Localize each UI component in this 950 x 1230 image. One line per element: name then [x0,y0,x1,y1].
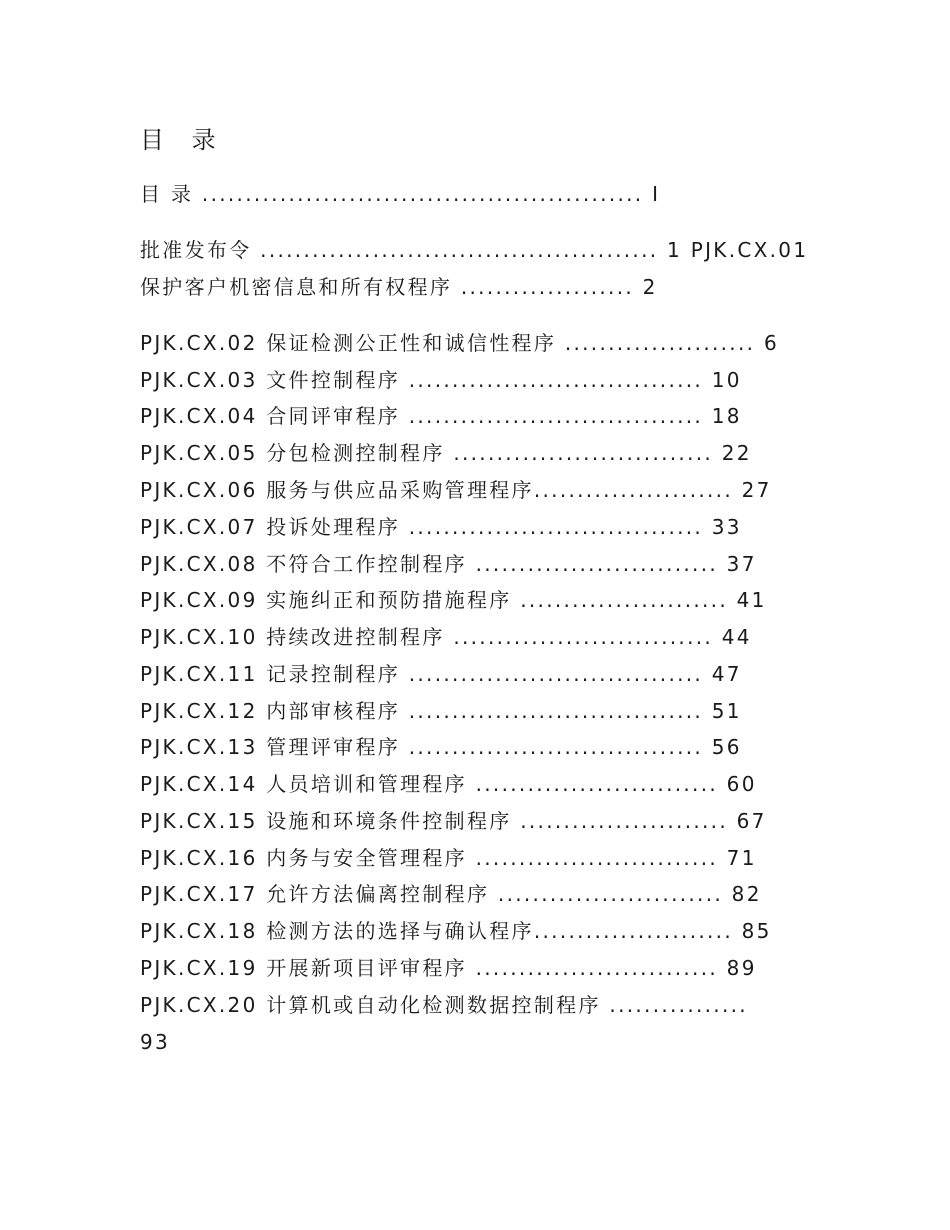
toc-entry-cx02: PJK.CX.02 保证检测公正性和诚信性程序 ...................... 6 [140,331,779,355]
toc-entry-cx12: PJK.CX.12 内部审核程序 .................................. 51 [140,699,742,723]
toc-entry-approval-order: 批准发布令 .............................................. 1 PJK.CX.01 [140,238,809,262]
toc-entry-cx17: PJK.CX.17 允许方法偏离控制程序 .......................... 82 [140,882,762,906]
toc-entry-cx07: PJK.CX.07 投诉处理程序 .................................. 33 [140,515,742,539]
toc-entry-cx11: PJK.CX.11 记录控制程序 .................................. 47 [140,662,742,686]
toc-entry-cx20: PJK.CX.20 计算机或自动化检测数据控制程序 ................ [140,993,748,1017]
toc-entry-cx18: PJK.CX.18 检测方法的选择与确认程序....................... 85 [140,919,772,943]
toc-entry-cx10: PJK.CX.10 持续改进控制程序 .............................. 44 [140,625,752,649]
toc-entry-cx03: PJK.CX.03 文件控制程序 .................................. 10 [140,368,742,392]
toc-entry-cx15: PJK.CX.15 设施和环境条件控制程序 ........................ 67 [140,809,767,833]
toc-entry-self: 目 录 ................................................... I [140,182,661,206]
toc-entry-cx09: PJK.CX.09 实施纠正和预防措施程序 ........................ 41 [140,588,767,612]
toc-entry-cx05: PJK.CX.05 分包检测控制程序 .............................. 22 [140,441,752,465]
toc-entry-cx16: PJK.CX.16 内务与安全管理程序 ............................ 71 [140,846,757,870]
toc-entry-cx08: PJK.CX.08 不符合工作控制程序 ............................ 37 [140,552,757,576]
toc-entry-cx06: PJK.CX.06 服务与供应品采购管理程序....................... 27 [140,478,772,502]
toc-entry-cx14: PJK.CX.14 人员培训和管理程序 ............................ 60 [140,772,757,796]
toc-entry-cx20-page: 93 [140,1030,171,1054]
toc-entry-cx04: PJK.CX.04 合同评审程序 .................................. 18 [140,404,742,428]
toc-entry-cx13: PJK.CX.13 管理评审程序 .................................. 56 [140,735,742,759]
toc-entry-cx01: 保护客户机密信息和所有权程序 .................... 2 [140,275,658,299]
toc-entry-cx19: PJK.CX.19 开展新项目评审程序 ............................ 89 [140,956,757,980]
page-title: 目 录 [140,126,226,154]
